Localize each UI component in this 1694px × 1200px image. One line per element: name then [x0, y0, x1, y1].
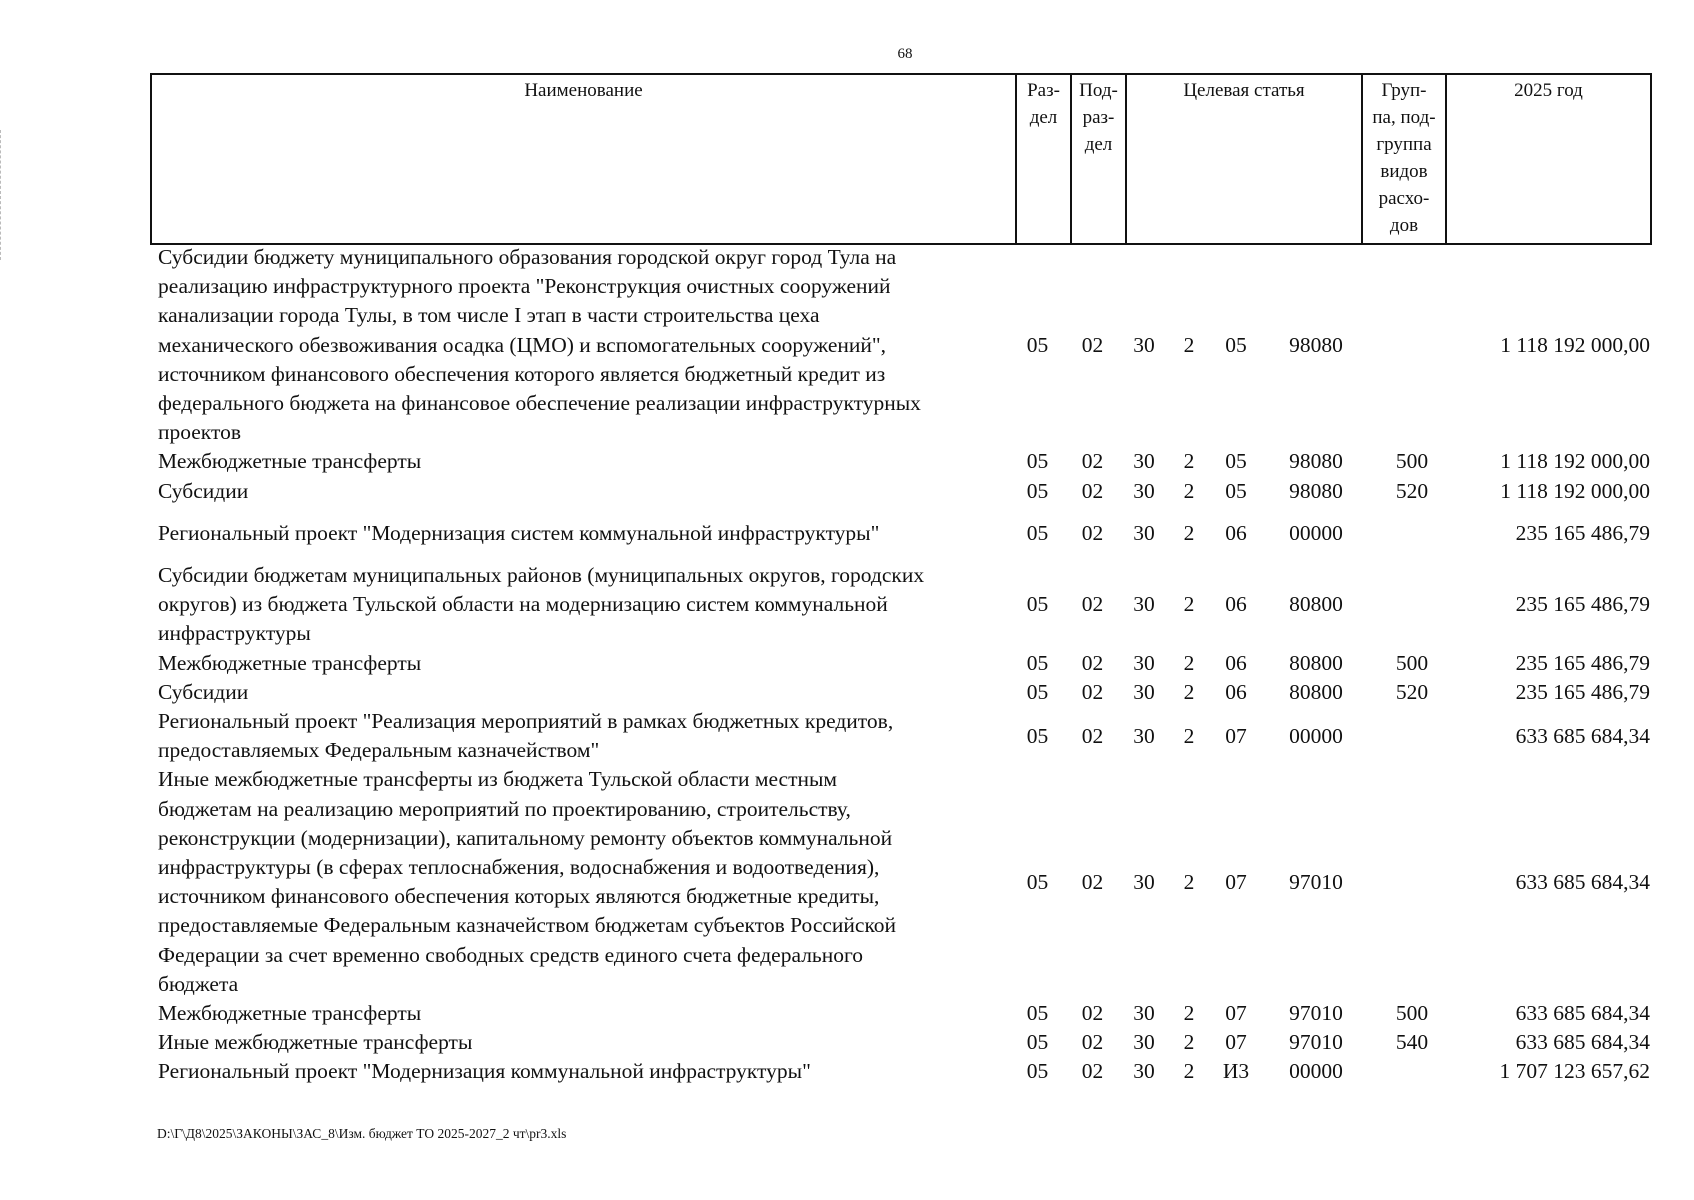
- target-article-type-cell: 2: [1183, 869, 1195, 894]
- column-header-expense-group: [1362, 74, 1446, 244]
- row-name-line: инфраструктуры: [158, 621, 311, 646]
- target-article-program-cell: 30: [1133, 1001, 1155, 1026]
- target-article-type-cell: 2: [1183, 650, 1195, 675]
- target-article-project-cell: 06: [1225, 650, 1247, 675]
- table-row: [150, 649, 1650, 678]
- table-row: [150, 447, 1650, 476]
- row-name-line: Межбюджетные трансферты: [158, 449, 422, 474]
- target-article-program-cell: 30: [1133, 520, 1155, 545]
- table-row: [150, 999, 1650, 1028]
- table-row: [150, 243, 1650, 447]
- column-header-name: Наименование: [151, 74, 1016, 244]
- target-article-direction-cell: 98080: [1289, 478, 1343, 503]
- column-header-group-line: Груп-: [1381, 80, 1427, 101]
- row-name-line: проектов: [158, 420, 241, 445]
- podrazdel-cell: 02: [1081, 1030, 1104, 1055]
- row-name-line: округов) из бюджета Тульской области на модернизацию систем коммунальной: [158, 592, 888, 617]
- podrazdel-cell: 02: [1081, 1001, 1104, 1026]
- target-article-program-cell: 30: [1133, 449, 1155, 474]
- table-row: [150, 707, 1650, 765]
- row-name-line: Субсидии бюджетам муниципальных районов (муниципальных округов, городских: [158, 563, 925, 588]
- target-article-type-cell: 2: [1183, 449, 1195, 474]
- table-header: [150, 73, 1652, 245]
- row-name-line: источником финансового обеспечения которых являются бюджетные кредиты,: [158, 884, 880, 909]
- razdel-cell: 05: [1026, 449, 1049, 474]
- row-name-line: реализацию инфраструктурного проекта "Реконструкция очистных сооружений: [158, 274, 891, 299]
- row-name-cell: [150, 678, 1010, 707]
- target-article-program-cell: 30: [1133, 592, 1155, 617]
- target-article-direction-cell: 80800: [1289, 592, 1343, 617]
- podrazdel-cell: 02: [1081, 650, 1104, 675]
- row-name-line: Субсидии: [158, 478, 249, 503]
- podrazdel-cell: 02: [1081, 478, 1104, 503]
- column-header-year: 2025 год: [1446, 74, 1651, 244]
- expense-group-cell: 500: [1395, 449, 1429, 474]
- amount-2025-cell: 633 685 684,34: [1515, 869, 1650, 894]
- target-article-type-cell: 2: [1183, 332, 1195, 357]
- podrazdel-cell: 02: [1081, 592, 1104, 617]
- podrazdel-cell: 02: [1081, 449, 1104, 474]
- row-name-line: канализации города Тулы, в том числе I этап в части строительства цеха: [158, 303, 820, 328]
- column-header-group-line: дов: [1389, 215, 1419, 236]
- razdel-cell: 05: [1026, 869, 1049, 894]
- column-header-group-line: видов: [1380, 161, 1428, 182]
- razdel-cell: 05: [1026, 679, 1049, 704]
- row-name-line: Региональный проект "Модернизация систем коммунальной инфраструктуры": [158, 520, 880, 545]
- row-name-cell: [150, 999, 1010, 1028]
- target-article-project-cell: И3: [1222, 1059, 1250, 1084]
- row-name-cell: [150, 561, 1010, 649]
- target-article-program-cell: 30: [1133, 332, 1155, 357]
- row-name-line: источником финансового обеспечения которого является бюджетный кредит из: [158, 361, 886, 386]
- target-article-type-cell: 2: [1183, 1030, 1195, 1055]
- column-header-podrazdel-line: раз-: [1082, 107, 1115, 128]
- razdel-cell: 05: [1026, 723, 1049, 748]
- expense-group-cell: 500: [1395, 1001, 1429, 1026]
- target-article-project-cell: 06: [1225, 592, 1247, 617]
- razdel-cell: 05: [1026, 650, 1049, 675]
- row-name-cell: [150, 519, 1010, 548]
- row-name-line: инфраструктуры (в сферах теплоснабжения, водоснабжения и водоотведения),: [158, 855, 880, 880]
- podrazdel-cell: 02: [1081, 332, 1104, 357]
- row-name-cell: [150, 707, 1010, 765]
- target-article-project-cell: 05: [1225, 449, 1247, 474]
- target-article-program-cell: 30: [1133, 650, 1155, 675]
- target-article-program-cell: 30: [1133, 478, 1155, 503]
- razdel-cell: 05: [1026, 332, 1049, 357]
- expense-group-cell: 520: [1395, 679, 1429, 704]
- column-header-podrazdel-line: дел: [1084, 134, 1113, 155]
- row-name-line: федерального бюджета на финансовое обеспечение реализации инфраструктурных: [158, 391, 921, 416]
- target-article-direction-cell: 00000: [1289, 520, 1343, 545]
- column-header-target-article: Целевая статья: [1126, 74, 1362, 244]
- podrazdel-cell: 02: [1081, 1059, 1104, 1084]
- target-article-type-cell: 2: [1183, 1001, 1195, 1026]
- budget-table-body: [150, 243, 1650, 1087]
- table-row: [150, 765, 1650, 999]
- razdel-cell: 05: [1026, 1030, 1049, 1055]
- target-article-direction-cell: 00000: [1289, 723, 1343, 748]
- target-article-direction-cell: 97010: [1289, 1030, 1343, 1055]
- target-article-type-cell: 2: [1183, 723, 1195, 748]
- scan-edge-marks: [0, 130, 4, 260]
- row-name-line: Региональный проект "Реализация мероприятий в рамках бюджетных кредитов,: [158, 709, 894, 734]
- target-article-project-cell: 06: [1225, 679, 1247, 704]
- row-name-line: реконструкции (модернизации), капитальному ремонту объектов коммунальной: [158, 825, 893, 850]
- amount-2025-cell: 1 118 192 000,00: [1500, 449, 1650, 474]
- target-article-type-cell: 2: [1183, 520, 1195, 545]
- amount-2025-cell: 633 685 684,34: [1515, 723, 1650, 748]
- amount-2025-cell: 633 685 684,34: [1515, 1030, 1650, 1055]
- podrazdel-cell: 02: [1081, 520, 1104, 545]
- column-header-group-line: расхо-: [1378, 188, 1430, 209]
- razdel-cell: 05: [1026, 1059, 1049, 1084]
- target-article-direction-cell: 97010: [1289, 1001, 1343, 1026]
- podrazdel-cell: 02: [1081, 679, 1104, 704]
- row-name-line: Межбюджетные трансферты: [158, 1001, 422, 1026]
- target-article-direction-cell: 80800: [1289, 679, 1343, 704]
- column-header-razdel-line: дел: [1029, 107, 1058, 128]
- page-number: 68: [897, 46, 913, 62]
- target-article-program-cell: 30: [1133, 1059, 1155, 1084]
- table-row: [150, 1028, 1650, 1057]
- target-article-project-cell: 07: [1225, 869, 1247, 894]
- row-name-cell: [150, 243, 1010, 447]
- row-name-line: Субсидии бюджету муниципального образования городской округ город Тула на: [158, 245, 897, 269]
- amount-2025-cell: 1 707 123 657,62: [1499, 1059, 1650, 1084]
- footer-file-path: D:\Г\Д8\2025\ЗАКОНЫ\ЗАС_8\Изм. бюджет ТО 2025-2027_2 чт\pr3.xls: [157, 1126, 567, 1141]
- expense-group-cell: 520: [1395, 478, 1429, 503]
- row-name-line: Региональный проект "Модернизация коммунальной инфраструктуры": [158, 1059, 811, 1084]
- row-name-line: Федерации за счет временно свободных средств единого счета федерального: [158, 942, 864, 967]
- target-article-type-cell: 2: [1183, 592, 1195, 617]
- podrazdel-cell: 02: [1081, 723, 1104, 748]
- row-name-line: Иные межбюджетные трансферты из бюджета Тульской области местным: [158, 767, 838, 792]
- row-name-cell: [150, 1057, 1010, 1086]
- podrazdel-cell: 02: [1081, 869, 1104, 894]
- amount-2025-cell: 1 118 192 000,00: [1500, 478, 1650, 503]
- column-header-razdel: [1016, 74, 1071, 244]
- target-article-direction-cell: 00000: [1289, 1059, 1343, 1084]
- amount-2025-cell: 633 685 684,34: [1515, 1001, 1650, 1026]
- table-row: [150, 678, 1650, 707]
- target-article-project-cell: 05: [1225, 332, 1247, 357]
- target-article-program-cell: 30: [1133, 869, 1155, 894]
- target-article-direction-cell: 97010: [1289, 869, 1343, 894]
- table-row: [150, 519, 1650, 548]
- amount-2025-cell: 235 165 486,79: [1515, 520, 1650, 545]
- amount-2025-cell: 1 118 192 000,00: [1500, 332, 1650, 357]
- target-article-project-cell: 07: [1225, 1030, 1247, 1055]
- target-article-project-cell: 05: [1225, 478, 1247, 503]
- target-article-program-cell: 30: [1133, 723, 1155, 748]
- row-name-line: бюджетам на реализацию мероприятий по проектированию, строительству,: [158, 796, 851, 821]
- amount-2025-cell: 235 165 486,79: [1515, 592, 1650, 617]
- table-row: [150, 1057, 1650, 1086]
- row-name-cell: [150, 649, 1010, 678]
- target-article-project-cell: 07: [1225, 723, 1247, 748]
- table-row: [150, 561, 1650, 649]
- row-name-cell: [150, 447, 1010, 476]
- amount-2025-cell: 235 165 486,79: [1515, 679, 1650, 704]
- table-row: [150, 477, 1650, 506]
- razdel-cell: 05: [1026, 520, 1049, 545]
- column-header-group-line: па, под-: [1372, 107, 1436, 128]
- target-article-project-cell: 06: [1225, 520, 1247, 545]
- row-name-line: Иные межбюджетные трансферты: [158, 1030, 473, 1055]
- row-name-line: Межбюджетные трансферты: [158, 650, 422, 675]
- row-name-cell: [150, 765, 1010, 999]
- row-name-line: механического обезвоживания осадка (ЦМО) и вспомогательных сооружений",: [158, 332, 887, 357]
- row-name-line: предоставляемых Федеральным казначейством": [158, 738, 600, 763]
- target-article-program-cell: 30: [1133, 1030, 1155, 1055]
- target-article-program-cell: 30: [1133, 679, 1155, 704]
- razdel-cell: 05: [1026, 478, 1049, 503]
- target-article-direction-cell: 80800: [1289, 650, 1343, 675]
- target-article-type-cell: 2: [1183, 1059, 1195, 1084]
- column-header-podrazdel-line: Под-: [1079, 80, 1118, 101]
- expense-group-cell: 540: [1395, 1030, 1429, 1055]
- target-article-direction-cell: 98080: [1289, 449, 1343, 474]
- row-name-cell: [150, 1028, 1010, 1057]
- column-header-podrazdel: [1071, 74, 1126, 244]
- razdel-cell: 05: [1026, 1001, 1049, 1026]
- row-name-cell: [150, 477, 1010, 506]
- target-article-type-cell: 2: [1183, 478, 1195, 503]
- target-article-type-cell: 2: [1183, 679, 1195, 704]
- expense-group-cell: 500: [1395, 650, 1429, 675]
- target-article-direction-cell: 98080: [1289, 332, 1343, 357]
- amount-2025-cell: 235 165 486,79: [1515, 650, 1650, 675]
- column-header-group-line: группа: [1376, 134, 1432, 155]
- target-article-project-cell: 07: [1225, 1001, 1247, 1026]
- row-name-line: Субсидии: [158, 679, 249, 704]
- razdel-cell: 05: [1026, 592, 1049, 617]
- row-name-line: бюджета: [158, 971, 239, 996]
- row-name-line: предоставляемые Федеральным казначейством бюджетам субъектов Российской: [158, 913, 897, 938]
- column-header-razdel-line: Раз-: [1027, 80, 1060, 101]
